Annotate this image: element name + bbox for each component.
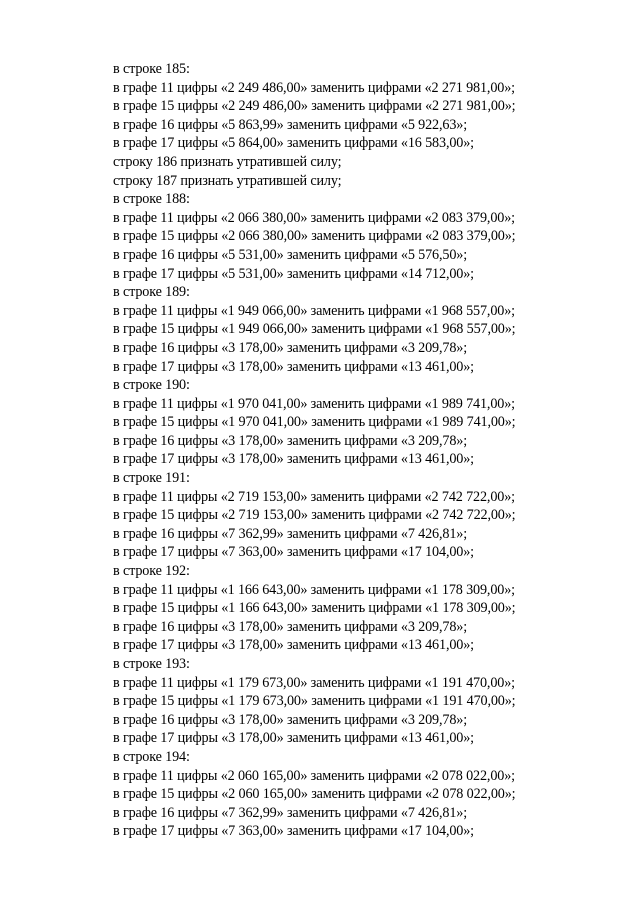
document-line: в графе 15 цифры «2 066 380,00» заменить цифрами «2 083 379,00»; xyxy=(113,228,516,245)
document-line: в графе 17 цифры «7 363,00» заменить цифрами «17 104,00»; xyxy=(113,823,474,840)
document-line: в графе 15 цифры «2 060 165,00» заменить цифрами «2 078 022,00»; xyxy=(113,786,516,803)
document-line: в графе 16 цифры «5 863,99» заменить цифрами «5 922,63»; xyxy=(113,116,468,133)
document-line: в графе 16 цифры «3 178,00» заменить цифрами «3 209,78»; xyxy=(113,339,468,356)
document-line: в графе 11 цифры «1 970 041,00» заменить цифрами «1 989 741,00»; xyxy=(113,395,515,412)
document-line: в графе 17 цифры «5 531,00» заменить цифрами «14 712,00»; xyxy=(113,265,474,282)
document-line: в графе 16 цифры «3 178,00» заменить цифрами «3 209,78»; xyxy=(113,711,468,728)
document-line: в графе 16 цифры «7 362,99» заменить цифрами «7 426,81»; xyxy=(113,804,468,821)
document-line: в строке 193: xyxy=(113,656,190,672)
document-line: в графе 17 цифры «7 363,00» заменить цифрами «17 104,00»; xyxy=(113,544,474,561)
document-line: в строке 194: xyxy=(113,748,190,765)
document-line: в графе 11 цифры «2 719 153,00» заменить цифрами «2 742 722,00»; xyxy=(113,488,515,505)
document-line: в строке 192: xyxy=(113,563,190,580)
document-line: в строке 191: xyxy=(113,470,190,487)
document-line: в графе 11 цифры «2 066 380,00» заменить цифрами «2 083 379,00»; xyxy=(113,209,515,226)
document-line: в графе 15 цифры «1 949 066,00» заменить цифрами «1 968 557,00»; xyxy=(113,321,516,338)
document-line: в строке 190: xyxy=(113,377,190,394)
document-line: в строке 188: xyxy=(113,191,190,208)
document-line: в графе 11 цифры «1 949 066,00» заменить цифрами «1 968 557,00»; xyxy=(113,302,515,319)
document-line: в графе 15 цифры «2 249 486,00» заменить цифрами «2 271 981,00»; xyxy=(113,98,516,115)
document-line: в графе 15 цифры «2 719 153,00» заменить цифрами «2 742 722,00»; xyxy=(113,507,516,524)
document-line: строку 187 признать утратившей силу; xyxy=(113,172,342,189)
document-line: в строке 185: xyxy=(113,61,190,77)
document-line: в графе 11 цифры «2 060 165,00» заменить цифрами «2 078 022,00»; xyxy=(113,767,515,784)
document-line: в графе 16 цифры «3 178,00» заменить цифрами «3 209,78»; xyxy=(113,618,468,635)
document-line: в графе 17 цифры «3 178,00» заменить цифрами «13 461,00»; xyxy=(113,358,474,375)
document-line: в графе 15 цифры «1 166 643,00» заменить цифрами «1 178 309,00»; xyxy=(113,600,516,617)
document-line: в графе 11 цифры «1 166 643,00» заменить цифрами «1 178 309,00»; xyxy=(113,581,515,598)
document-line: в графе 17 цифры «3 178,00» заменить цифрами «13 461,00»; xyxy=(113,730,474,747)
document-line: в строке 189: xyxy=(113,284,190,301)
document-line: в графе 16 цифры «3 178,00» заменить цифрами «3 209,78»; xyxy=(113,432,468,449)
document-line: в графе 11 цифры «1 179 673,00» заменить цифрами «1 191 470,00»; xyxy=(113,674,515,691)
document-line: строку 186 признать утратившей силу; xyxy=(113,153,342,170)
document-line: в графе 17 цифры «5 864,00» заменить цифрами «16 583,00»; xyxy=(113,135,474,152)
document-line: в графе 15 цифры «1 179 673,00» заменить цифрами «1 191 470,00»; xyxy=(113,693,516,710)
document-line: в графе 15 цифры «1 970 041,00» заменить цифрами «1 989 741,00»; xyxy=(113,414,516,431)
document-line: в графе 17 цифры «3 178,00» заменить цифрами «13 461,00»; xyxy=(113,451,474,468)
document-line: в графе 11 цифры «2 249 486,00» заменить цифрами «2 271 981,00»; xyxy=(113,79,515,96)
document-body xyxy=(113,60,593,841)
document-line: в графе 16 цифры «7 362,99» заменить цифрами «7 426,81»; xyxy=(113,525,468,542)
document-line: в графе 17 цифры «3 178,00» заменить цифрами «13 461,00»; xyxy=(113,637,474,654)
document-line: в графе 16 цифры «5 531,00» заменить цифрами «5 576,50»; xyxy=(113,246,468,263)
